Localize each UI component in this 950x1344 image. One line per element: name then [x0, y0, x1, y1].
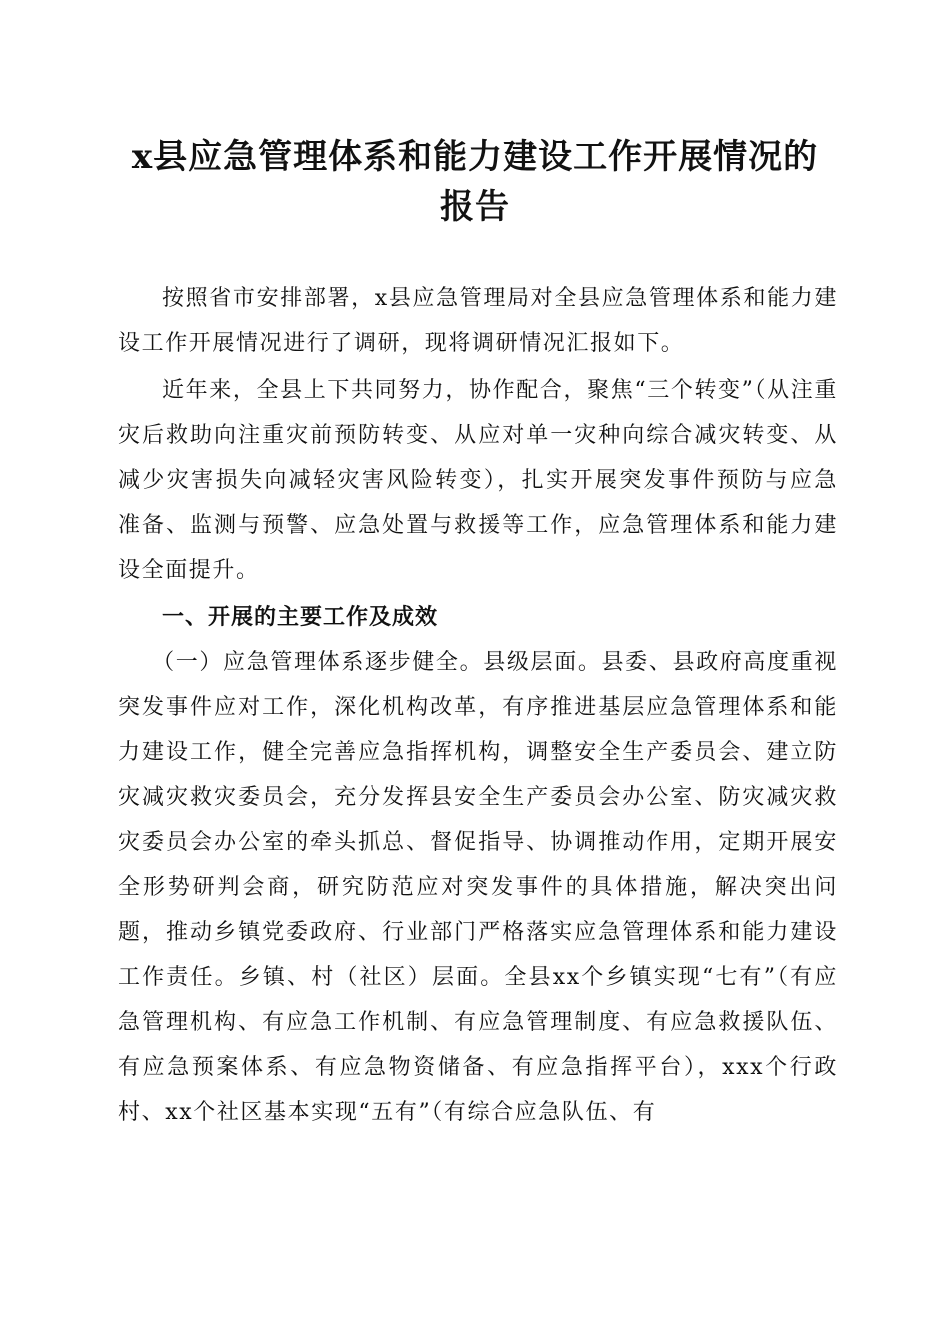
subsection-paragraph — [118, 640, 838, 1135]
subsection-text: 县级层面。县委、县政府高度重视突发事件应对工作，深化机构改革，有序推进基层应急管理体系和能力建设工作，健全完善应急指挥机构，调整安全生产委员会、建立防灾减灾救灾委员会，充分发挥县安全生产委员会办公室、防灾减灾救灾委员会办公室的牵头抓总、督促指导、协调推动作用，定期开展安全形势研判会商，研究防范应对突发事件的具体措施，解决突出问题，推动乡镇党委政府、行业部门严格落实应急管理体系和能力建设工作责任。乡镇、村（社区）层面。全县xx个乡镇实现“七有”（有应急管理机构、有应急工作机制、有应急管理制度、有应急救援队伍、有应急预案体系、有应急物资储备、有应急指挥平台），xxx个行政村、xx个社区基本实现“五有”（有综合应急队伍、有 — [118, 650, 838, 1125]
document-body — [118, 276, 838, 1135]
intro-paragraph: 按照省市安排部署，x县应急管理局对全县应急管理体系和能力建设工作开展情况进行了调研，现将调研情况汇报如下。 — [118, 286, 838, 356]
section-heading: 一、开展的主要工作及成效 — [162, 605, 439, 630]
overview-paragraph: 近年来，全县上下共同努力，协作配合，聚焦“三个转变”（从注重灾后救助向注重灾前预防转变、从应对单一灾种向综合减灾转变、从减少灾害损失向减轻灾害风险转变），扎实开展突发事件预防与应急准备、监测与预警、应急处置与救援等工作，应急管理体系和能力建设全面提升。 — [118, 378, 838, 583]
subsection-lead: （一）应急管理体系逐步健全。 — [152, 650, 484, 675]
title-line-2: 报告 — [440, 187, 510, 227]
title-line-1: x县应急管理体系和能力建设工作开展情况的 — [131, 137, 819, 177]
document-title — [100, 132, 850, 232]
